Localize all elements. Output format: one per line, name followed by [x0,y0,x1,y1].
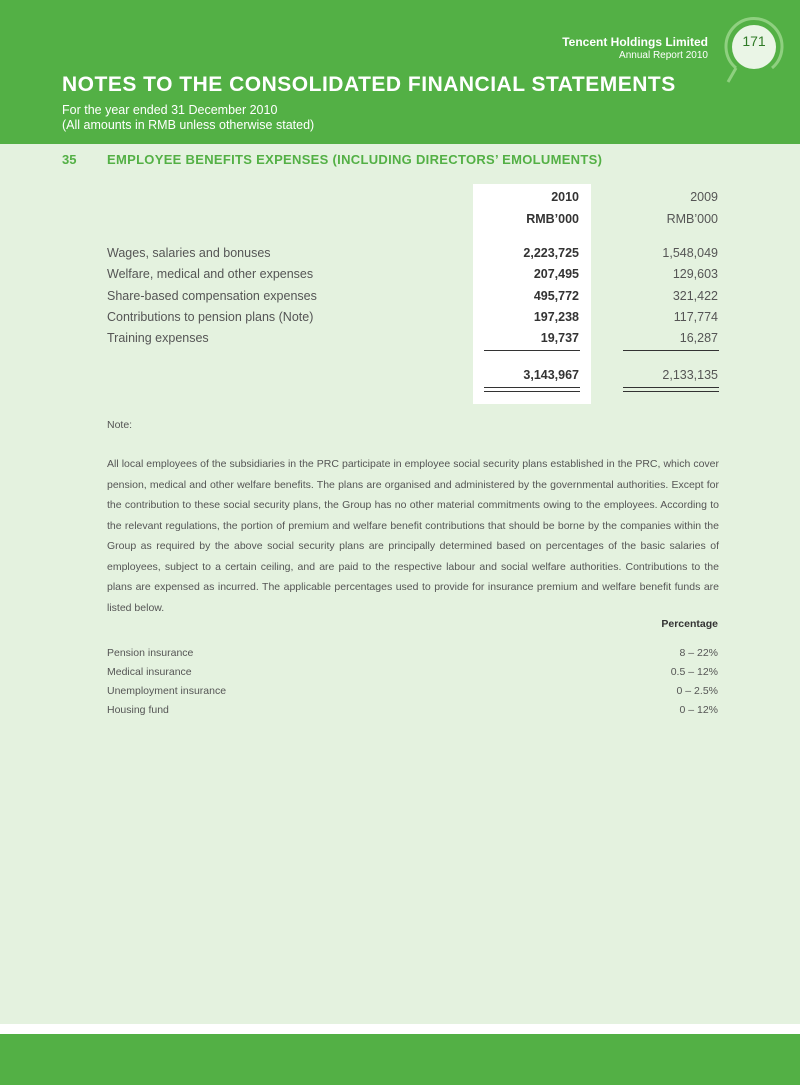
page-number: 171 [742,33,766,49]
subtotal-rule-2009 [623,350,719,351]
footer-gap [0,1024,800,1034]
percentage-row-label: Housing fund [107,704,169,716]
table-row-label: Training expenses [107,331,209,345]
table-cell-2010: 197,238 [533,310,579,324]
page-title: NOTES TO THE CONSOLIDATED FINANCIAL STATEMENTS [62,73,676,96]
table-cell-2010: 495,772 [533,289,579,303]
table-row-label: Contributions to pension plans (Note) [107,310,314,324]
page-header [0,0,800,144]
table-row-label: Wages, salaries and bonuses [107,246,271,260]
table-total-2009: 2,133,135 [662,368,718,382]
column-year-2010: 2010 [551,190,579,204]
section-title: EMPLOYEE BENEFITS EXPENSES (INCLUDING DIRECTORS’ EMOLUMENTS) [107,152,603,167]
percentage-row-value: 0 – 2.5% [676,685,718,697]
table-cell-2009: 117,774 [673,310,718,324]
total-double-rule-2009-top [623,387,719,388]
column-year-2009: 2009 [690,190,718,204]
table-row-label: Share-based compensation expenses [107,289,317,303]
section-number: 35 [62,152,77,167]
table-cell-2010: 19,737 [540,331,579,345]
subtotal-rule-2010 [484,350,580,351]
note-label: Note: [107,419,133,431]
page-subtitle-period: For the year ended 31 December 2010 [62,103,278,117]
note-paragraph: All local employees of the subsidiaries in the PRC participate in employee social security plans established in the PRC, which cover pension, medical and other welfare benefits. The plans are organised and administered by the governmental authorities. Except for the contribution to these social security plans, the Group has no other material commitments owing to the employees. According to the relevant regulations, the portion of premium and welfare benefit contributions that should be borne by the companies within the Group as required by the above social security plans are principally determined based on percentages of the basic salaries of employees, subject to a certain ceiling, and are paid to the respective labour and social welfare authorities. Contributions to the plans are expensed as incurred. The applicable percentages used to provide for insurance premium and welfare benefit funds are listed below. [107,458,719,614]
table-cell-2010: 2,223,725 [523,246,579,260]
table-cell-2009: 129,603 [672,267,718,281]
table-total-2010: 3,143,967 [523,368,579,382]
table-cell-2009: 321,422 [672,289,718,303]
page-footer [0,1034,800,1085]
total-double-rule-2010-bottom [484,391,580,392]
column-unit-2010: RMB’000 [526,212,579,226]
percentage-row-value: 0 – 12% [679,704,718,716]
percentage-row-label: Pension insurance [107,647,194,659]
table-row-label: Welfare, medical and other expenses [107,267,314,281]
percentage-row-value: 0.5 – 12% [670,666,718,678]
total-double-rule-2009-bottom [623,391,719,392]
table-cell-2009: 16,287 [679,331,718,345]
company-name: Tencent Holdings Limited [562,35,708,49]
report-name: Annual Report 2010 [619,50,708,61]
percentage-row-label: Medical insurance [107,666,192,678]
total-double-rule-2010-top [484,387,580,388]
table-cell-2009: 1,548,049 [662,246,718,260]
percentage-row-value: 8 – 22% [679,647,718,659]
tencent-logo-icon [716,16,792,92]
page-subtitle-currency: (All amounts in RMB unless otherwise stated) [62,118,315,132]
table-cell-2010: 207,495 [533,267,579,281]
column-unit-2009: RMB’000 [666,212,718,226]
percentage-header: Percentage [661,618,718,630]
percentage-row-label: Unemployment insurance [107,685,227,697]
